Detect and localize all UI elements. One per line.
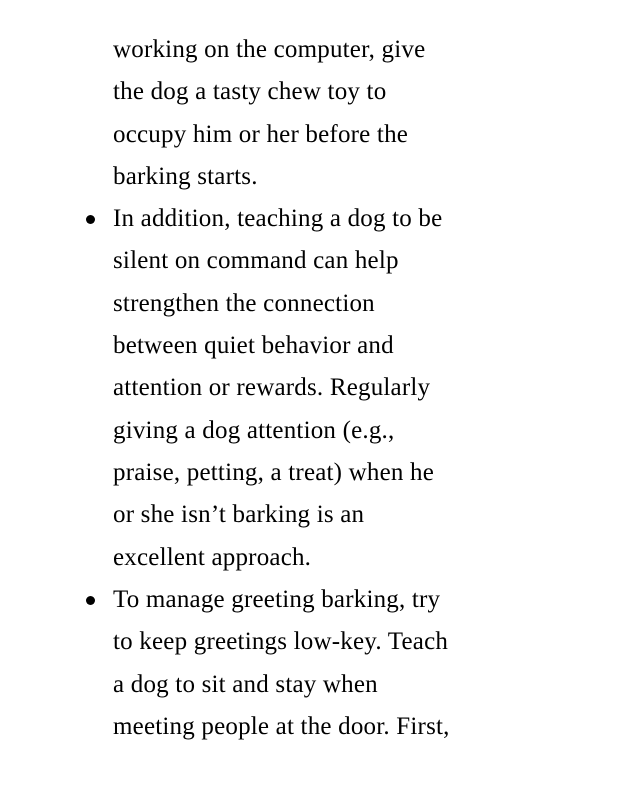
text-line: excellent approach. bbox=[113, 544, 312, 571]
text-line: the dog a tasty chew toy to bbox=[113, 78, 387, 105]
text-line: strengthen the connection bbox=[113, 290, 375, 317]
text-line: In addition, teaching a dog to be bbox=[113, 205, 443, 232]
text-line: barking starts. bbox=[113, 163, 258, 190]
bullet-marker bbox=[86, 596, 95, 605]
text-line: meeting people at the door. First, bbox=[113, 713, 450, 740]
bullet-marker bbox=[86, 215, 95, 224]
text-line: occupy him or her before the bbox=[113, 121, 409, 148]
text-line: a dog to sit and stay when bbox=[113, 671, 378, 698]
text-line: working on the computer, give bbox=[113, 36, 426, 63]
text-line: to keep greetings low-key. Teach bbox=[113, 628, 449, 655]
text-line: between quiet behavior and bbox=[113, 332, 394, 359]
text-line: silent on command can help bbox=[113, 247, 399, 274]
text-line: To manage greeting barking, try bbox=[113, 586, 441, 613]
text-line: praise, petting, a treat) when he bbox=[113, 459, 435, 486]
text-line: attention or rewards. Regularly bbox=[113, 374, 431, 401]
text-line: or she isn’t barking is an bbox=[113, 501, 365, 528]
text-line: giving a dog attention (e.g., bbox=[113, 417, 395, 444]
